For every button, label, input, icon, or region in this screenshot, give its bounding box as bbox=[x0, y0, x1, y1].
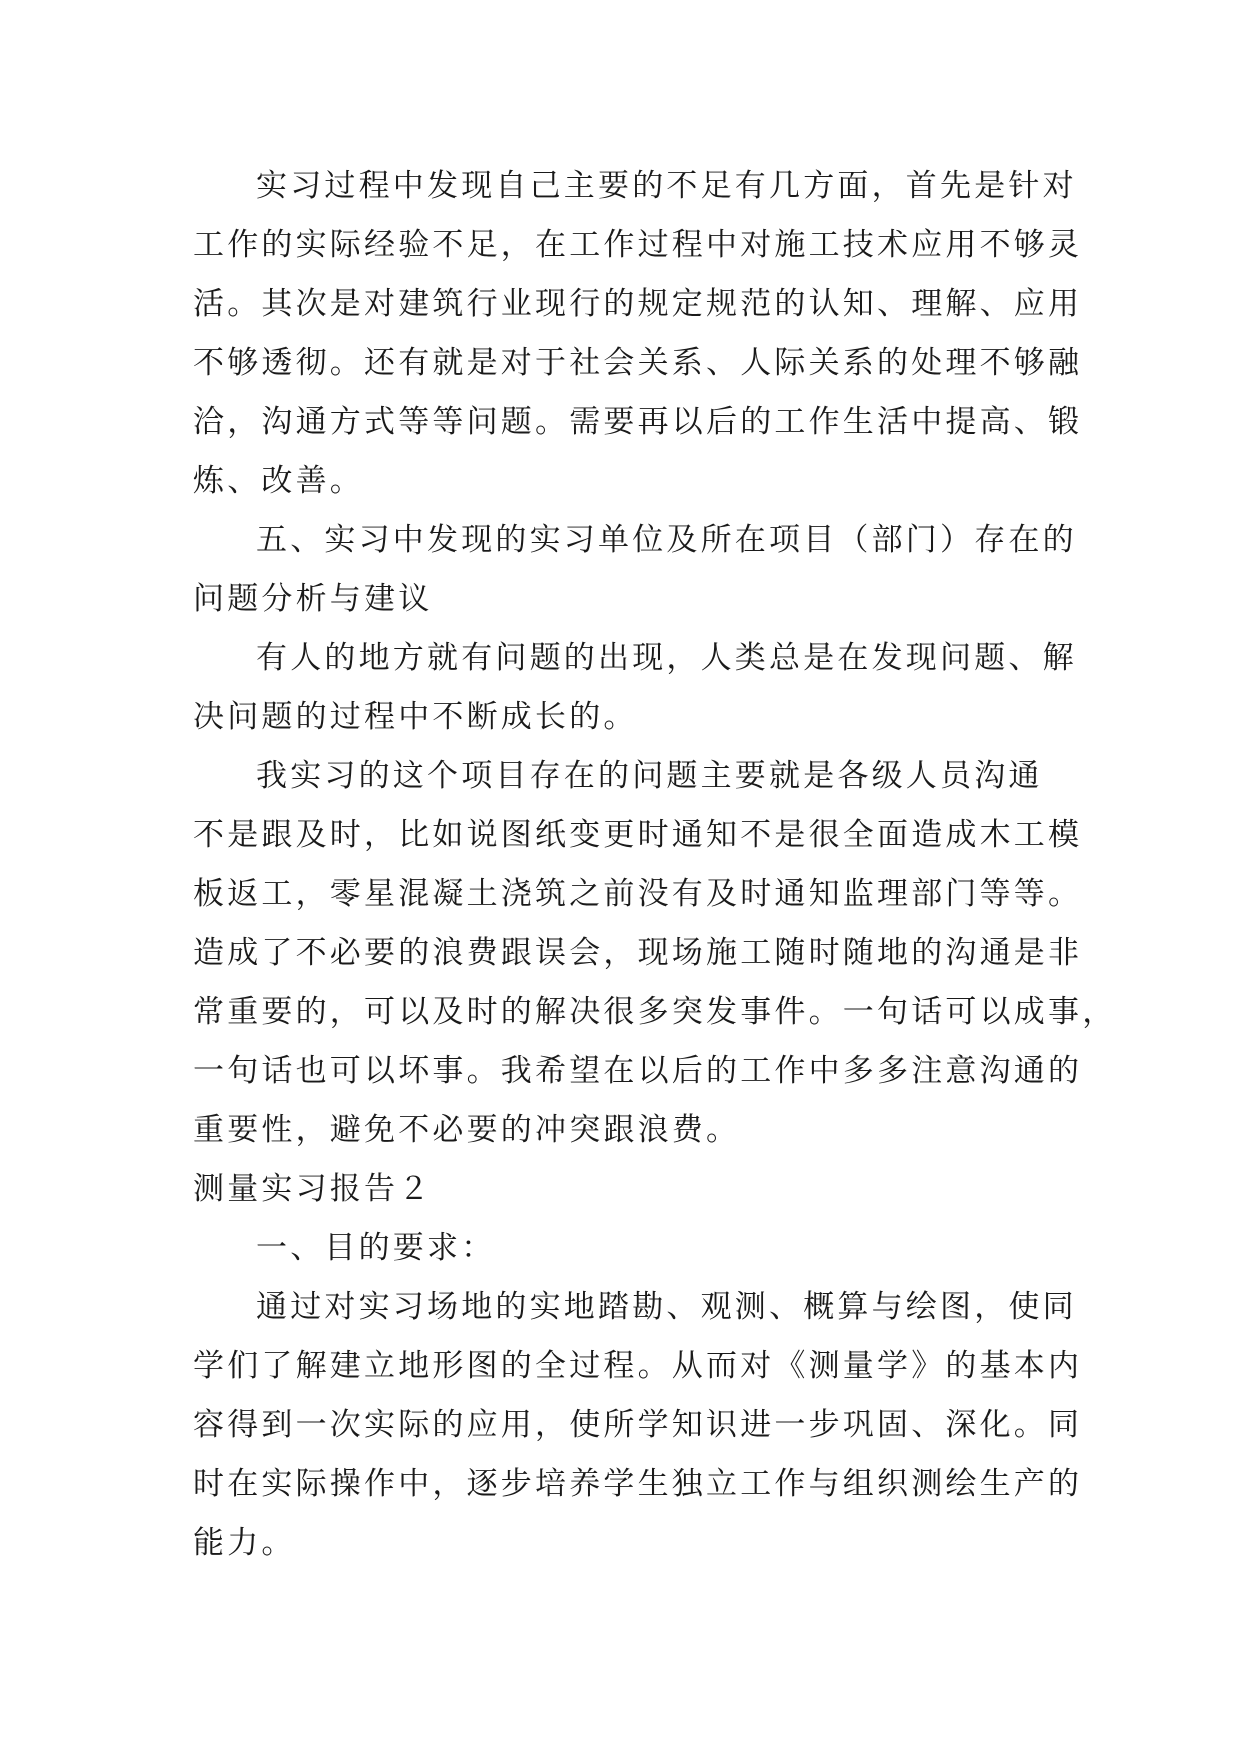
section-heading: 五、实习中发现的实习单位及所在项目（部门）存在的 bbox=[256, 522, 1077, 558]
paragraph-line: 我实习的这个项目存在的问题主要就是各级人员沟通 bbox=[256, 758, 1043, 794]
paragraph-line: 能力。 bbox=[193, 1525, 296, 1561]
section-heading: 问题分析与建议 bbox=[193, 581, 433, 617]
paragraph-line: 一句话也可以坏事。我希望在以后的工作中多多注意沟通的 bbox=[193, 1053, 1083, 1089]
paragraph-line: 容得到一次实际的应用，使所学知识进一步巩固、深化。同 bbox=[193, 1407, 1083, 1443]
paragraph-line: 洽，沟通方式等等问题。需要再以后的工作生活中提高、锻 bbox=[193, 404, 1083, 440]
paragraph-line: 实习过程中发现自己主要的不足有几方面，首先是针对 bbox=[256, 168, 1077, 204]
paragraph-line: 板返工，零星混凝土浇筑之前没有及时通知监理部门等等。 bbox=[193, 876, 1083, 912]
paragraph-line: 有人的地方就有问题的出现，人类总是在发现问题、解 bbox=[256, 640, 1077, 676]
section-heading: 一、目的要求： bbox=[256, 1230, 496, 1266]
paragraph-line: 造成了不必要的浪费跟误会，现场施工随时随地的沟通是非 bbox=[193, 935, 1083, 971]
paragraph-line: 常重要的，可以及时的解决很多突发事件。一句话可以成事， bbox=[193, 994, 1117, 1030]
paragraph-line: 学们了解建立地形图的全过程。从而对《测量学》的基本内 bbox=[193, 1348, 1083, 1384]
paragraph-line: 时在实际操作中，逐步培养学生独立工作与组织测绘生产的 bbox=[193, 1466, 1083, 1502]
paragraph-line: 重要性，避免不必要的冲突跟浪费。 bbox=[193, 1112, 741, 1148]
paragraph-line: 活。其次是对建筑行业现行的规定规范的认知、理解、应用 bbox=[193, 286, 1083, 322]
paragraph-line: 不是跟及时，比如说图纸变更时通知不是很全面造成木工模 bbox=[193, 817, 1083, 853]
paragraph-line: 决问题的过程中不断成长的。 bbox=[193, 699, 638, 735]
paragraph-line: 工作的实际经验不足，在工作过程中对施工技术应用不够灵 bbox=[193, 227, 1083, 263]
paragraph-line: 不够透彻。还有就是对于社会关系、人际关系的处理不够融 bbox=[193, 345, 1083, 381]
report-title: 测量实习报告２ bbox=[193, 1171, 433, 1207]
paragraph-line: 通过对实习场地的实地踏勘、观测、概算与绘图，使同 bbox=[256, 1289, 1077, 1325]
paragraph-line: 炼、改善。 bbox=[193, 463, 364, 499]
